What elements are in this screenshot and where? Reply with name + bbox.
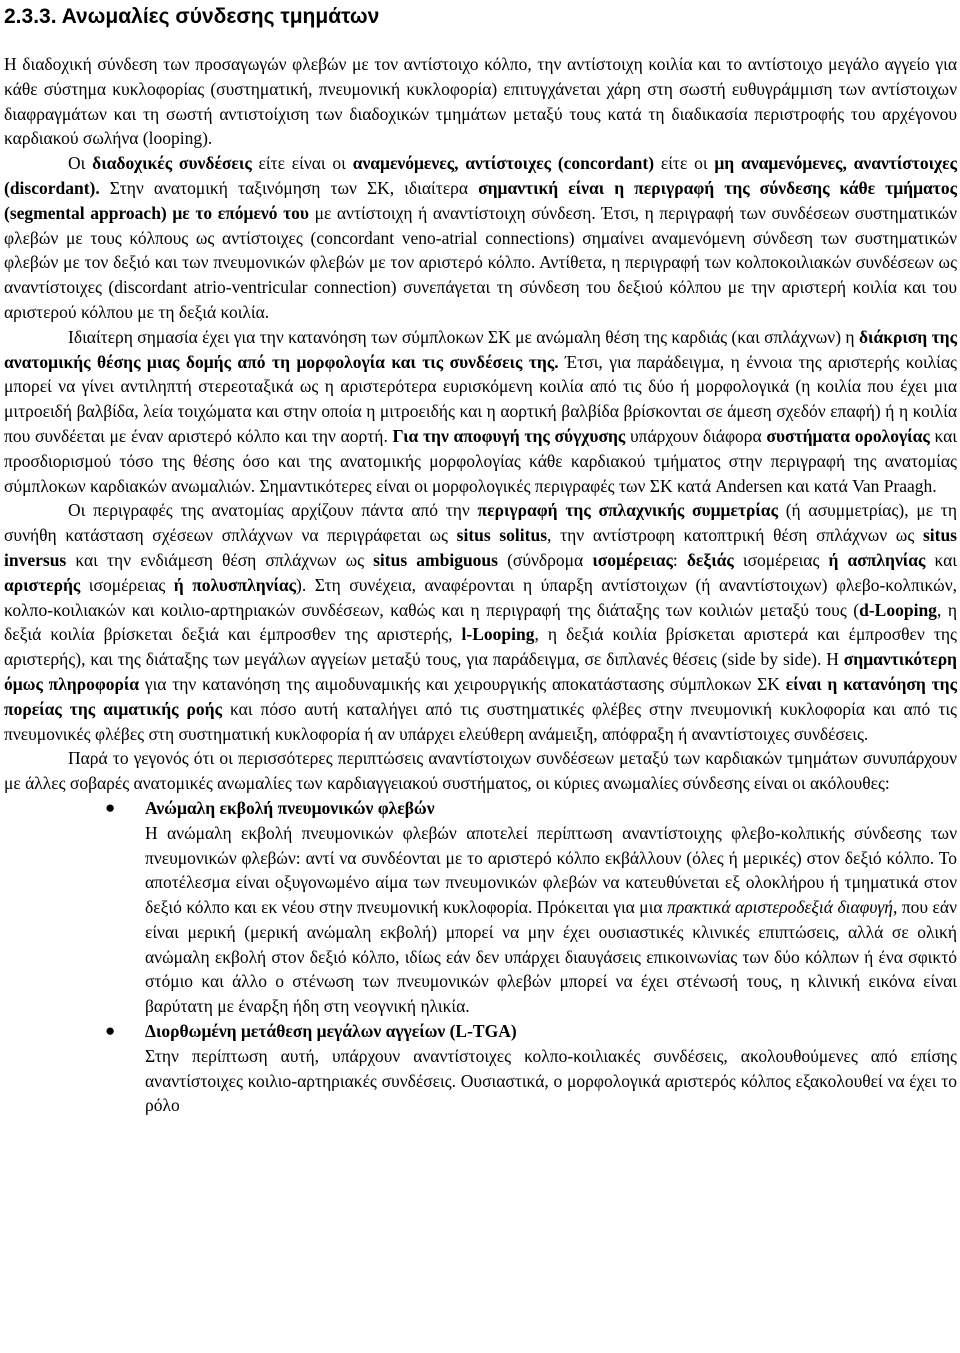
- list-item-body: [145, 821, 957, 1019]
- bullet-icon: ●: [105, 1021, 116, 1041]
- emphasis-bold: είναι η κατανόηση της πορείας της αιματικής ροής: [4, 673, 958, 719]
- paragraph-4: [4, 498, 957, 746]
- emphasis-bold: Για την αποφυγή της σύγχυσης: [392, 425, 626, 446]
- text-run: Έτσι, για παράδειγμα, η έννοια της αριστερής κοιλίας μπορεί να γίνει αντιληπτή στερεοταξικά ως η αριστερότερα ευρισκόμενη κοιλία από τις δύο ή μορφολογικά (η κοιλία που έχει μια μιτροειδή βαλβίδα, λεία τοιχώματα και στην οποία η μιτροειδής και η αορτική βαλβίδα βρίσκονται σε άμεση σχεδόν επαφή) ή η κοιλία που συνδέεται με έναν αριστερό κόλπο και την αορτή.: [4, 351, 957, 446]
- emphasis-bold: situs inversus: [4, 525, 957, 570]
- paragraph-5: [4, 746, 957, 796]
- paragraph-1: [4, 52, 957, 151]
- text-run: και: [925, 549, 958, 570]
- text-run: ). Στη συνέχεια, αναφέρονται η ύπαρξη αντίστοιχων (ή αναντίστοιχων) φλεβο-κολπικών, κολπο-κοιλιακών και κοιλιο-αρτηριακών συνδέσεων, καθώς και η περιγραφή της διάταξης των κοιλιών μεταξύ τους (: [4, 574, 957, 620]
- emphasis-bold: σημαντικότερη όμως πληροφορία: [4, 649, 957, 694]
- text-run: και την ενδιάμεση θέση σπλάχνων ως: [66, 549, 374, 570]
- text-run: Ιδιαίτερη σημασία έχει για την κατανόηση των σύμπλοκων ΣΚ με ανώμαλη θέση της καρδιάς (και σπλάχνων) η: [68, 326, 859, 347]
- list-item-title: Ανώμαλη εκβολή πνευμονικών φλεβών: [145, 797, 435, 818]
- emphasis-bold: ισομέρειας: [592, 549, 673, 570]
- text-run: Η ανώμαλη εκβολή πνευμονικών φλεβών αποτελεί περίπτωση αναντίστοιχης φλεβο-κολπικής σύνδεσης των πνευμονικών φλεβών: αντί να συνδέονται με το αριστερό κόλπο εκβάλλουν (όλες ή μερικές) στον δεξιό κόλπο. Το αποτέλεσμα είναι οξυγονωμένο αίμα των πνευμονικών φλεβών να κατευθύνεται εξ ολοκλήρου ή τμηματικά στον δεξιό κόλπο και εκ νέου στην πνευμονική κυκλοφορία. Πρόκειται για μια: [145, 822, 957, 918]
- text-run: είτε οι: [654, 153, 715, 174]
- text-run: , η δεξιά κοιλία βρίσκεται αριστερά και έμπροσθεν της αριστερής), και της διάταξης των μεγάλων αγγείων μεταξύ τους, για παράδειγμα, σε διπλανές θέσεις (side by side). Η: [4, 624, 957, 670]
- bullet-icon: ●: [105, 797, 116, 817]
- list-item: [105, 1019, 957, 1118]
- list-item-title: Διορθωμένη μετάθεση μεγάλων αγγείων (L-TGA): [145, 1021, 517, 1042]
- text-run: ισομέρειας: [733, 549, 829, 570]
- text-run: με αντίστοιχη ή αναντίστοιχη σύνδεση. Έτσι, η περιγραφή των συνδέσεων συστηματικών φλεβών με τους κόλπους ως αντίστοιχες (concordant veno-atrial connections) σημαίνει αναμενόμενη σύνδεση των συστηματικών φλεβών με τον δεξιό και των πνευμονικών φλεβών με τον αριστερό κόλπο. Αντίθετα, η περιγραφή των κολποκοιλιακών συνδέσεων ως αναντίστοιχες (discordant atrio-ventricular connection) συνεπάγεται τη σύνδεση του δεξιού κόλπου με την αριστερή κοιλία και του αριστερού κόλπου με τη δεξιά κοιλία.: [4, 202, 957, 322]
- emphasis-bold: σημαντική είναι η περιγραφή της σύνδεσης κάθε τμήματος (segmental approach) με το επόμενό του: [4, 177, 957, 223]
- emphasis-bold: μη αναμενόμενες, αναντίστοιχες (discordant).: [4, 153, 957, 198]
- section-number: 2.3.3.: [4, 5, 57, 28]
- emphasis-italic: πρακτικά αριστεροδεξιά διαφυγή: [667, 897, 893, 918]
- emphasis-bold: διάκριση της ανατομικής θέσης μιας δομής από τη μορφολογία και τις συνδέσεις της.: [4, 326, 957, 372]
- list-item-body: [145, 1044, 957, 1118]
- emphasis-bold: situs solitus: [456, 525, 548, 546]
- paragraph-2: [4, 151, 957, 325]
- emphasis-bold: αριστερής: [4, 574, 81, 595]
- emphasis-bold: d-Looping: [859, 599, 937, 620]
- emphasis-bold: αναμενόμενες, αντίστοιχες (concordant): [352, 153, 655, 174]
- text-run: υπάρχουν διάφορα: [625, 425, 767, 446]
- text-run: Στην περίπτωση αυτή, υπάρχουν αναντίστοιχες κολπο-κοιλιακές συνδέσεις, ακολουθούμενες από επίσης αναντίστοιχες κοιλιο-αρτηριακές συνδέσεις. Ουσιαστικά, ο μορφολογικά αριστερός κόλπος εξακολουθεί να έχει το ρόλο: [145, 1045, 957, 1116]
- text-run: (σύνδρομα: [497, 549, 593, 570]
- text-run: Οι περιγραφές της ανατομίας αρχίζουν πάντα από την: [68, 500, 478, 521]
- text-run: :: [672, 549, 687, 570]
- text-run: (ή ασυμμετρίας), με τη συνήθη κατάσταση σχέσεων σπλάχνων να περιγράφεται ως: [4, 500, 957, 546]
- text-run: Παρά το γεγονός ότι οι περισσότερες περιπτώσεις αναντίστοιχων συνδέσεων μεταξύ των καρδιακών τμημάτων συνυπάρχουν με άλλες σοβαρές ανατομικές ανωμαλίες των καρδιαγγειακού συστήματος, οι κύριες ανωμαλίες σύνδεσης είναι οι ακόλουθες:: [4, 748, 957, 794]
- emphasis-bold: ή ασπληνίας: [828, 549, 926, 570]
- list-item: [105, 796, 957, 1019]
- text-run: Οι: [68, 153, 93, 174]
- emphasis-bold: συστήματα ορολογίας: [766, 425, 930, 446]
- text-run: , που εάν είναι μερική (μερική ανώμαλη εκβολή) μπορεί να μην έχει ουσιαστικές κλινικές επιπτώσεις, αλλά σε ολική ανώμαλη εκβολή στον δεξιό κόλπο, ιδίως εάν δεν υπάρχει διαυγάσεις επικοινωνίας των δύο κόλπων ή ένα σφικτό στόμιο και άλλο ο στένωση των πνευμονικών φλεβών μπορεί να έχει στένωσή τους, η κλινική εικόνα είναι βαρύτατη με έναρξη ήδη στη νεογνική ηλικία.: [145, 897, 957, 1017]
- text-run: για την κατανόηση της αιμοδυναμικής και χειρουργικής αποκατάστασης σύμπλοκων ΣΚ: [139, 673, 786, 694]
- emphasis-bold: δεξιάς: [686, 549, 734, 570]
- text-run: και προσδιορισμού τόσο της θέσης όσο και της ανατομικής μορφολογίας κάθε καρδιακού τμήματος στην περιγραφή της ανατομίας σύμπλοκων καρδιακών ανωμαλιών. Σημαντικότερες είναι οι μορφολογικές περιγραφές των ΣΚ κατά Andersen και κατά Van Praagh.: [4, 425, 957, 496]
- text-run: , η δεξιά κοιλία βρίσκεται δεξιά και έμπροσθεν της αριστερής,: [4, 599, 957, 645]
- text-run: Στην ανατομική ταξινόμηση των ΣΚ, ιδιαίτερα: [99, 177, 479, 198]
- emphasis-bold: διαδοχικές συνδέσεις: [92, 153, 252, 174]
- emphasis-bold: περιγραφή της σπλαχνικής συμμετρίας: [477, 500, 778, 521]
- text-run: Η διαδοχική σύνδεση των προσαγωγών φλεβών με τον αντίστοιχο κόλπο, την αντίστοιχη κοιλία και το αντίστοιχο μεγάλο αγγείο για κάθε σύστημα κυκλοφορίας (συστηματική, πνευμονική κυκλοφορία) επιτυγχάνεται χάρη στη σωστή ευθυγράμμιση των αντίστοιχων διαφραγμάτων και τη σωστή αντιστοίχιση των διαδοχικών τμημάτων μεταξύ τους κατά τη διαδικασία περιστροφής του αρχέγονου καρδιακού σωλήνα (looping).: [4, 54, 957, 149]
- section-heading: [4, 4, 957, 30]
- paragraph-3: [4, 325, 957, 499]
- text-run: και πόσο αυτή καταλήγει από τις συστηματικές φλέβες στην πνευμονική κυκλοφορία και από τις πνευμονικές φλέβες στη συστηματική κυκλοφορία ή αν υπάρχει ελεύθερη ανάμειξη, απόφραξη ή αναντίστοιχες συνδέσεις.: [4, 698, 957, 744]
- section-title: Ανωμαλίες σύνδεσης τμημάτων: [61, 5, 380, 28]
- text-run: , την αντίστροφη κατοπτρική θέση σπλάχνων ως: [547, 525, 923, 546]
- emphasis-bold: l-Looping: [461, 624, 535, 645]
- text-run: είτε είναι οι: [251, 153, 353, 174]
- text-run: ισομέρειας: [80, 574, 174, 595]
- anomaly-list: [4, 796, 957, 1118]
- emphasis-bold: situs ambiguous: [373, 549, 498, 570]
- emphasis-bold: ή πολυσπληνίας: [173, 574, 297, 595]
